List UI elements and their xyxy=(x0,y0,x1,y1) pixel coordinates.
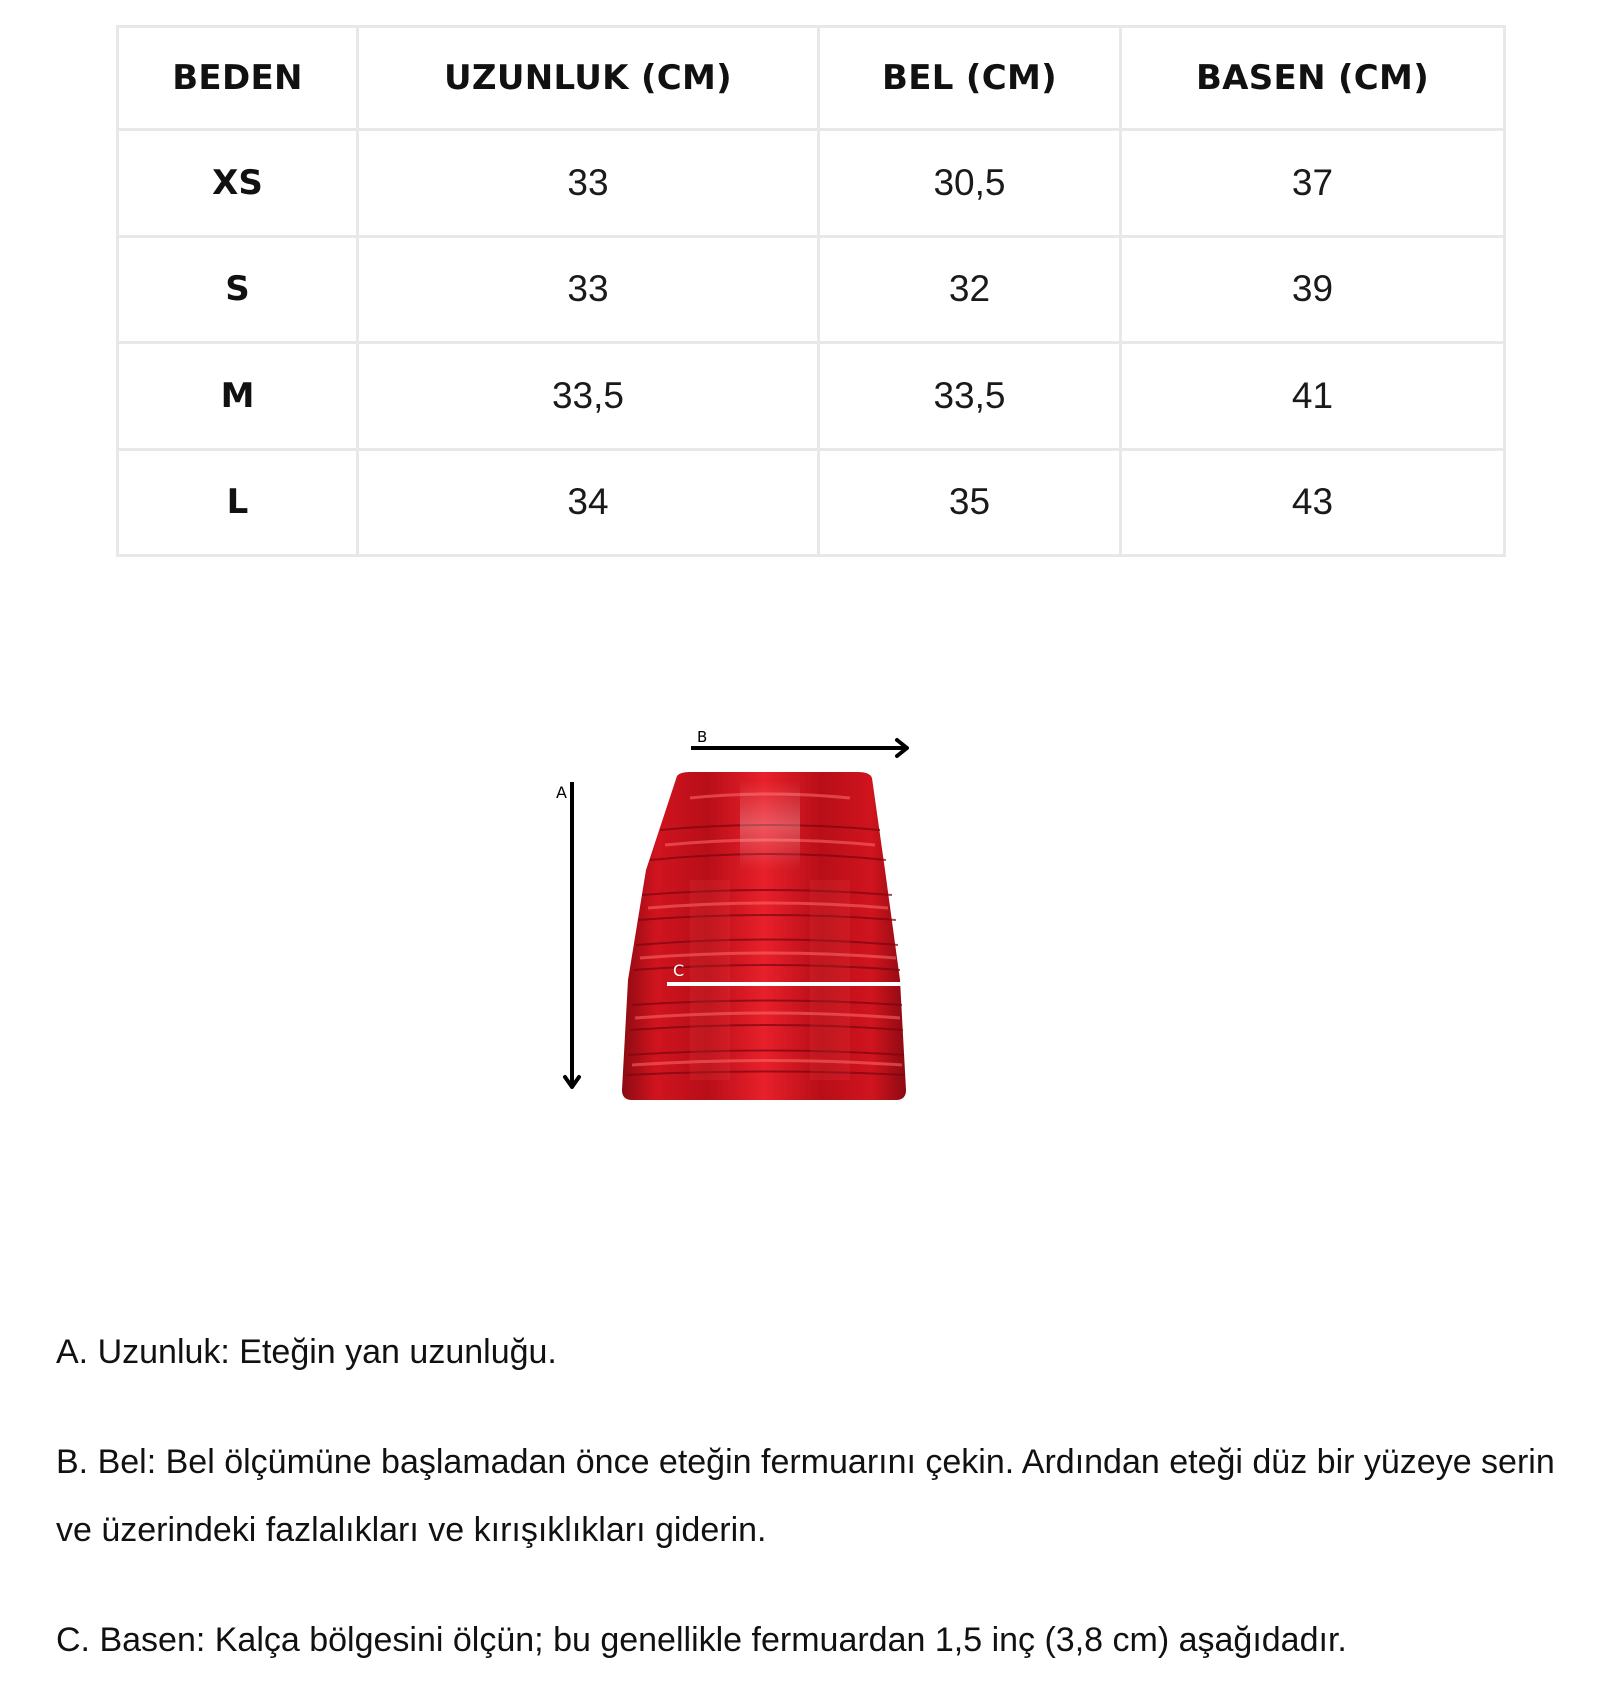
table-header-row xyxy=(118,27,1505,130)
description-hip: C. Basen: Kalça bölgesini ölçün; bu genellikle fermuardan 1,5 inç (3,8 cm) aşağıdadır. xyxy=(56,1621,1347,1659)
hip-cell: 43 xyxy=(1121,449,1505,556)
header-hip: BASEN (CM) xyxy=(1121,27,1505,130)
length-cell: 33 xyxy=(358,236,819,343)
length-cell: 33,5 xyxy=(358,343,819,450)
header-waist: BEL (CM) xyxy=(819,27,1121,130)
hip-cell: 37 xyxy=(1121,130,1505,237)
description-length: A. Uzunluk: Eteğin yan uzunluğu. xyxy=(56,1333,557,1371)
hip-cell: 39 xyxy=(1121,236,1505,343)
length-arrow-a xyxy=(556,782,579,1087)
header-length: UZUNLUK (CM) xyxy=(358,27,819,130)
skirt-measurement-diagram xyxy=(540,720,1020,1140)
description-waist: B. Bel: Bel ölçümüne başlamadan önce eteğin fermuarını çekin. Ardından eteği düz bir yüzeye serin ve üzerindeki fazlalıkları ve kırışıklıkları giderin. xyxy=(56,1443,1555,1549)
waist-cell: 35 xyxy=(819,449,1121,556)
size-cell: L xyxy=(118,449,358,556)
length-cell: 33 xyxy=(358,130,819,237)
size-cell: M xyxy=(118,343,358,450)
waist-cell: 32 xyxy=(819,236,1121,343)
skirt-image xyxy=(622,772,906,1100)
table-row xyxy=(118,343,1505,450)
header-size: BEDEN xyxy=(118,27,358,130)
hip-cell: 41 xyxy=(1121,343,1505,450)
table-row xyxy=(118,236,1505,343)
label-b: B xyxy=(697,728,708,746)
waist-cell: 30,5 xyxy=(819,130,1121,237)
size-cell: XS xyxy=(118,130,358,237)
size-chart-table xyxy=(116,25,1506,557)
label-c: C xyxy=(673,961,685,980)
label-a: A xyxy=(556,783,567,802)
length-cell: 34 xyxy=(358,449,819,556)
table-row xyxy=(118,449,1505,556)
waist-cell: 33,5 xyxy=(819,343,1121,450)
waist-arrow-b xyxy=(691,728,907,756)
table-row xyxy=(118,130,1505,237)
size-cell: S xyxy=(118,236,358,343)
